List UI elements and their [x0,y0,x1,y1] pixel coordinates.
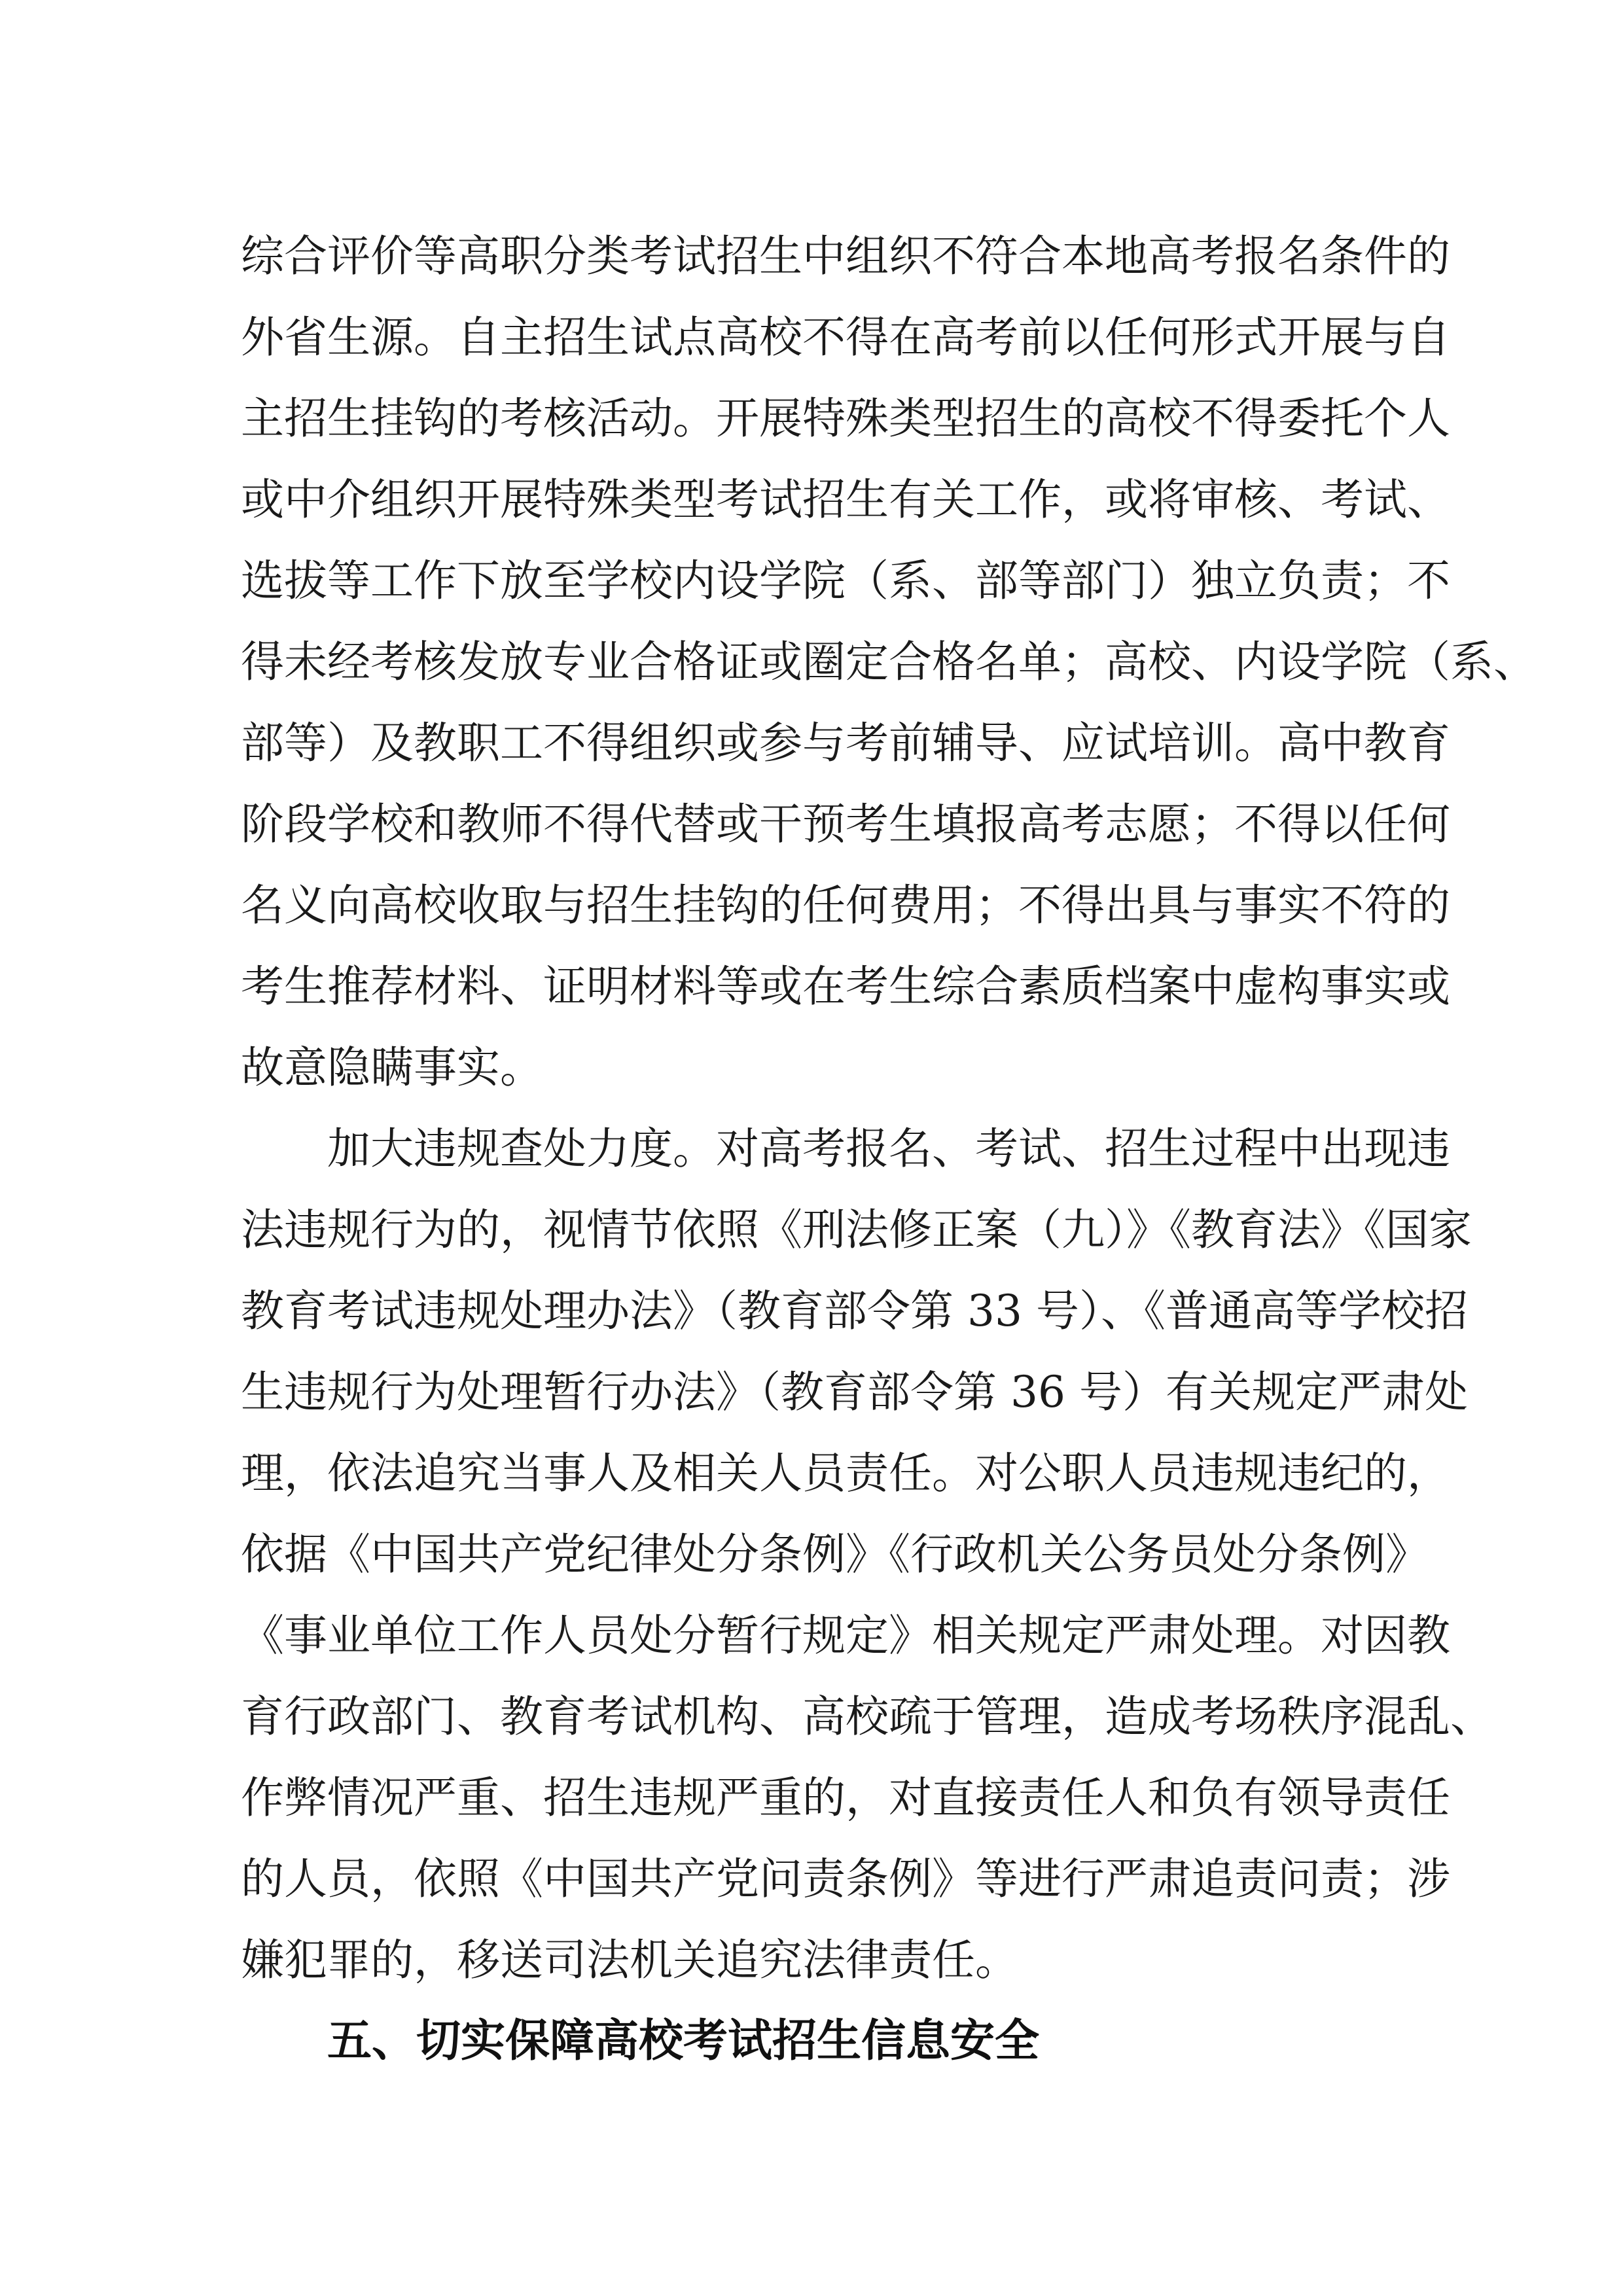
section-heading: 五、切实保障高校考试招生信息安全 [327,2015,1040,2067]
text-line: 或中介组织开展特殊类型考试招生有关工作，或将审核、考试、 [241,474,1450,525]
text-line: 阶段学校和教师不得代替或干预考生填报高考志愿；不得以任何 [241,799,1450,849]
text-line: 育行政部门、教育考试机构、高校疏于管理，造成考场秩序混乱、 [241,1691,1493,1742]
text-line: 的人员，依照《中国共产党问责条例》等进行严肃追责问责；涉 [241,1854,1450,1904]
text-line: 法违规行为的，视情节依照《刑法修正案（九）》《教育法》《国家 [241,1205,1472,1255]
text-line: 故意隐瞒事实。 [241,1042,543,1093]
text-line: 理，依法追究当事人及相关人员责任。对公职人员违规违纪的， [241,1448,1450,1498]
text-line: 加大违规查处力度。对高考报名、考试、招生过程中出现违 [327,1123,1450,1174]
text-line: 综合评价等高职分类考试招生中组织不符合本地高考报名条件的 [241,231,1450,281]
text-line: 外省生源。自主招生试点高校不得在高考前以任何形式开展与自 [241,312,1450,362]
text-line: 依据《中国共产党纪律处分条例》《行政机关公务员处分条例》 [241,1529,1429,1580]
text-line: 考生推荐材料、证明材料等或在考生综合素质档案中虚构事实或 [241,961,1450,1012]
text-line: 主招生挂钩的考核活动。开展特殊类型招生的高校不得委托个人 [241,393,1450,444]
text-line: 《事业单位工作人员处分暂行规定》相关规定严肃处理。对因教 [241,1610,1450,1661]
text-line: 选拔等工作下放至学校内设学院（系、部等部门）独立负责；不 [241,556,1450,606]
text-line: 得未经考核发放专业合格证或圈定合格名单；高校、内设学院（系、 [241,637,1537,687]
text-line: 作弊情况严重、招生违规严重的，对直接责任人和负有领导责任 [241,1773,1450,1823]
text-line: 嫌犯罪的，移送司法机关追究法律责任。 [241,1935,1018,1985]
text-line: 生违规行为处理暂行办法》（教育部令第 36 号）有关规定严肃处 [241,1367,1468,1417]
text-line: 部等）及教职工不得组织或参与考前辅导、应试培训。高中教育 [241,718,1450,768]
text-line: 教育考试违规处理办法》（教育部令第 33 号）、《普通高等学校招 [241,1286,1468,1336]
text-line: 名义向高校收取与招生挂钩的任何费用；不得出具与事实不符的 [241,880,1450,930]
